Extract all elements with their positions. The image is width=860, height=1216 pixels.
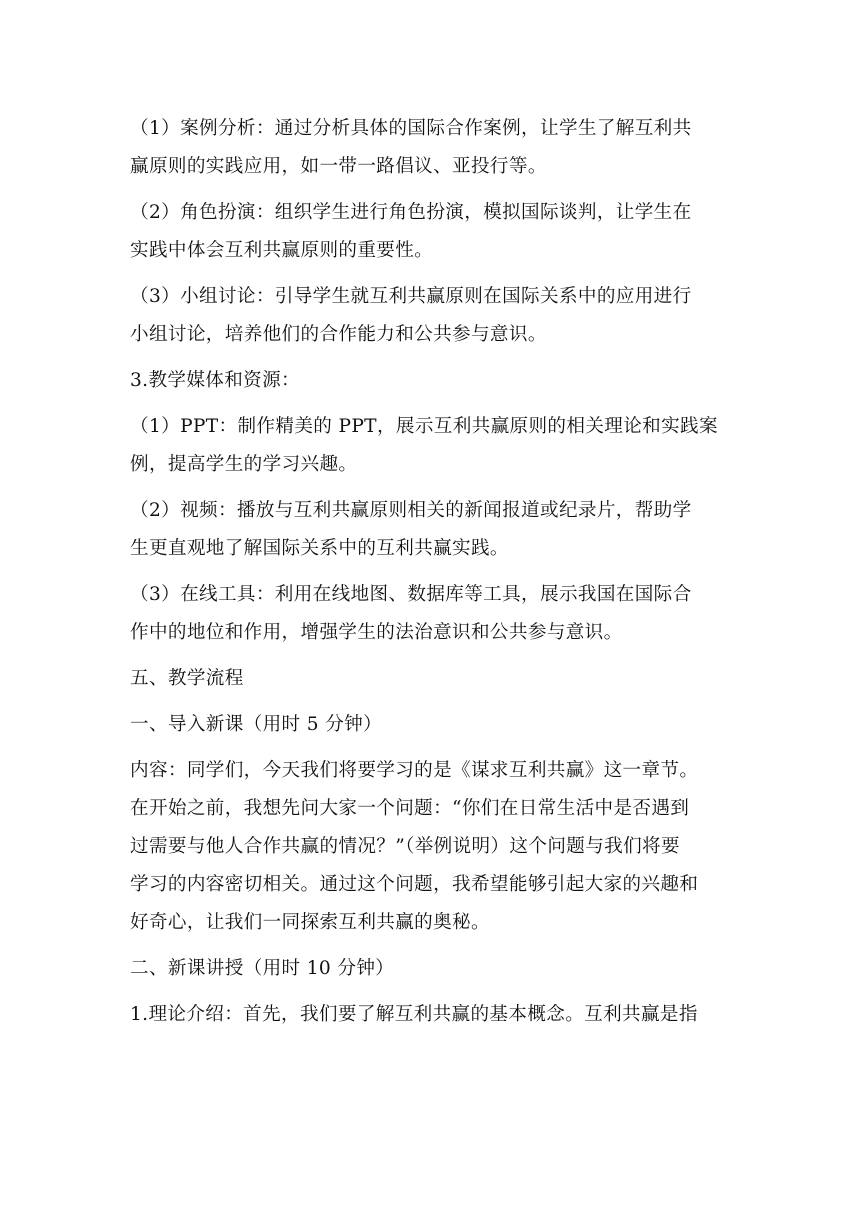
paragraph-media-heading: [130, 362, 730, 400]
text-line: 二、新课讲授（用时 10 分钟）: [130, 958, 395, 979]
text-line: （1）案例分析：通过分析具体的国际合作案例，让学生了解互利共: [130, 118, 692, 139]
text-line: （1）PPT：制作精美的 PPT，展示互利共赢原则的相关理论和实践案: [130, 416, 718, 437]
paragraph-role-play: [130, 194, 730, 270]
paragraph-spacer: [130, 400, 730, 408]
text-line: 实践中体会互利共赢原则的重要性。: [130, 240, 434, 261]
text-line: 赢原则的实践应用，如一带一路倡议、亚投行等。: [130, 156, 547, 177]
paragraph-theory-intro: [130, 996, 730, 1034]
paragraph-section-five: [130, 660, 730, 698]
text-line: （3）在线工具：利用在线地图、数据库等工具，展示我国在国际合: [130, 584, 692, 605]
text-line: 好奇心，让我们一同探索互利共赢的奥秘。: [130, 912, 490, 933]
paragraph-spacer: [130, 270, 730, 278]
document-body: [130, 110, 730, 1034]
paragraph-spacer: [130, 942, 730, 950]
text-line: 例，提高学生的学习兴趣。: [130, 454, 358, 475]
paragraph-intro-content: [130, 752, 730, 942]
paragraph-spacer: [130, 698, 730, 706]
paragraph-online-tools: [130, 576, 730, 652]
paragraph-spacer: [130, 652, 730, 660]
paragraph-intro-heading: [130, 706, 730, 744]
text-line: （3）小组讨论：引导学生就互利共赢原则在国际关系中的应用进行: [130, 286, 692, 307]
text-line: （2）角色扮演：组织学生进行角色扮演，模拟国际谈判，让学生在: [130, 202, 692, 223]
paragraph-spacer: [130, 484, 730, 492]
paragraph-group-discussion: [130, 278, 730, 354]
paragraph-video: [130, 492, 730, 568]
paragraph-case-analysis: [130, 110, 730, 186]
text-line: （2）视频：播放与互利共赢原则相关的新闻报道或纪录片，帮助学: [130, 500, 692, 521]
text-line: 1.理论介绍：首先，我们要了解互利共赢的基本概念。互利共赢是指: [130, 1004, 698, 1025]
text-line: 学习的内容密切相关。通过这个问题，我希望能够引起大家的兴趣和: [130, 874, 699, 895]
text-line: 过需要与他人合作共赢的情况？”（举例说明）这个问题与我们将要: [130, 836, 680, 857]
paragraph-ppt: [130, 408, 730, 484]
text-line: 作中的地位和作用，增强学生的法治意识和公共参与意识。: [130, 622, 623, 643]
text-line: 内容：同学们，今天我们将要学习的是《谋求互利共赢》这一章节。: [130, 760, 699, 781]
text-line: 在开始之前，我想先问大家一个问题：“你们在日常生活中是否遇到: [130, 798, 690, 819]
paragraph-spacer: [130, 568, 730, 576]
text-line: 生更直观地了解国际关系中的互利共赢实践。: [130, 538, 509, 559]
text-line: 一、导入新课（用时 5 分钟）: [130, 714, 383, 735]
paragraph-spacer: [130, 744, 730, 752]
text-line: 小组讨论，培养他们的合作能力和公共参与意识。: [130, 324, 547, 345]
paragraph-new-lesson-heading: [130, 950, 730, 988]
text-line: 3.教学媒体和资源：: [130, 370, 300, 391]
paragraph-spacer: [130, 988, 730, 996]
paragraph-spacer: [130, 354, 730, 362]
text-line: 五、教学流程: [130, 668, 244, 689]
paragraph-spacer: [130, 186, 730, 194]
